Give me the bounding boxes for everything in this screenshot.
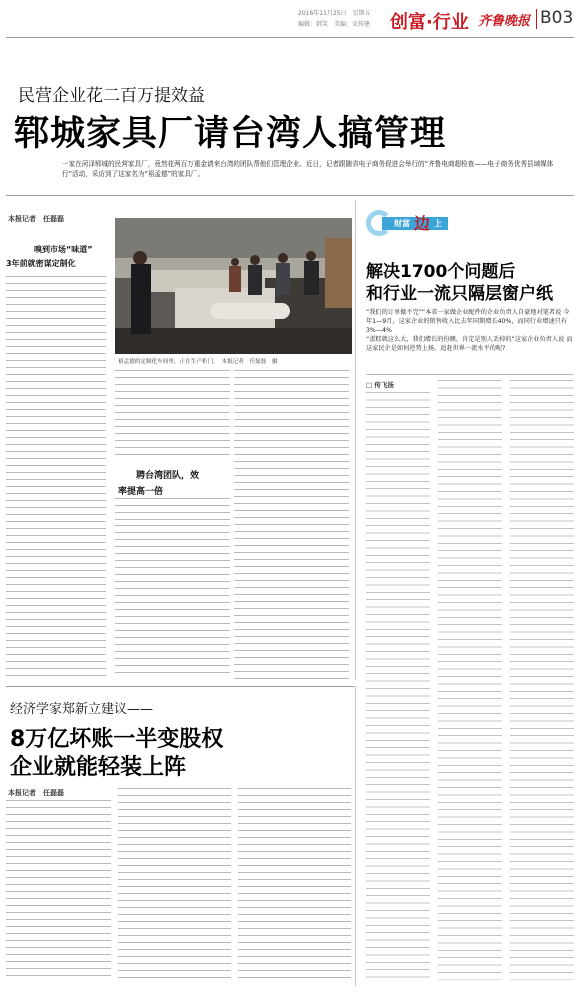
side-badge-word: 边 — [414, 214, 431, 233]
section-name: 创富·行业 — [390, 12, 469, 33]
side-badge-prefix: 财富 — [394, 219, 410, 228]
bottom-byline: 本报记者 任磊磊 — [8, 789, 64, 797]
lead-byline: 本报记者 任磊磊 — [8, 215, 64, 223]
bottom-body-column-1 — [6, 800, 111, 980]
column-rule-bottom — [355, 686, 356, 986]
lead-summary: 一家在菏泽郓城的民营家具厂，竟然花两百万重金请来台湾的团队帮他们管理企业。近日，记者跟随省电子商务促进会举行的“齐鲁电商超检查——电子商务优秀县域媒体行”活动，采访到了这家名为“裕孟德”的家具厂。 — [62, 160, 554, 178]
lead-kicker: 民营企业花二百万提效益 — [18, 86, 205, 106]
newspaper-logo: 齐鲁晚报 — [478, 14, 531, 29]
side-summary-p2: “蛋糕就这么大，我们增长的份额，肯定是别人丢掉的”这家企业负责人说 而这家民企是如何逆势上扬，追赶世界一流水平的呢? — [366, 336, 573, 352]
page-divider — [536, 9, 537, 29]
bottom-headline-line1: 8万亿坏账一半变股权 — [10, 727, 224, 752]
side-body-column-2 — [438, 380, 502, 980]
side-body-column-3 — [510, 380, 574, 980]
page-number: B03 — [540, 8, 574, 28]
header-rule — [6, 37, 574, 38]
factory-photo-drawing — [115, 218, 352, 354]
side-headline-line2: 和行业一流只隔层窗户纸 — [366, 284, 553, 304]
subhead-1-line2: 3年前就密谋定制化 — [6, 259, 76, 268]
lead-body-column-1 — [6, 276, 106, 679]
subhead-2-line2: 率提高一倍 — [118, 487, 164, 497]
lead-headline: 郓城家具厂请台湾人搞管理 — [14, 114, 447, 154]
lead-body-column-2c — [115, 498, 230, 520]
bottom-kicker: 经济学家郑新立建议—— — [10, 702, 154, 717]
side-badge-suffix: 上 — [434, 219, 442, 228]
bottom-rule — [6, 686, 354, 687]
photo-caption: 裕孟德的定制化车间里，正在生产柜门。 本报记者 任磊磊 摄 — [118, 359, 278, 365]
side-headline-line1: 解决1700个问题后 — [366, 262, 516, 282]
side-summary — [366, 308, 574, 372]
side-badge — [364, 210, 450, 236]
bottom-body-column-2 — [118, 788, 231, 980]
side-byline: □ 传飞扬 — [366, 381, 394, 389]
date-line: 2016年11月25日 星期五 — [298, 10, 371, 17]
lead-body-column-2b — [115, 525, 230, 679]
side-summary-p1: “我们的订单做不完”“本省一家做企业配件的企业负责人自豪地对笔者说 今年1—9月，这家企业的销售收入比去年同期增长40%，而同行业增速只有3%—4% — [366, 309, 570, 334]
subhead-2-line1: 聘台湾团队，效 — [136, 471, 200, 481]
bottom-body-column-3 — [238, 788, 351, 980]
subhead-1-line1: 嗅到市场“味道” — [34, 245, 93, 254]
column-rule-lead — [355, 200, 356, 680]
lead-body-column-2 — [115, 370, 230, 460]
editor-line: 编辑：韩笑 美编：宋传建 — [298, 21, 371, 28]
header — [0, 0, 580, 38]
lead-body-column-3 — [234, 370, 349, 679]
bottom-headline-line2: 企业就能轻装上阵 — [10, 755, 187, 780]
side-body-column-1 — [366, 392, 430, 980]
lead-rule — [6, 195, 574, 196]
side-rule — [366, 374, 574, 375]
factory-photo — [115, 218, 352, 354]
